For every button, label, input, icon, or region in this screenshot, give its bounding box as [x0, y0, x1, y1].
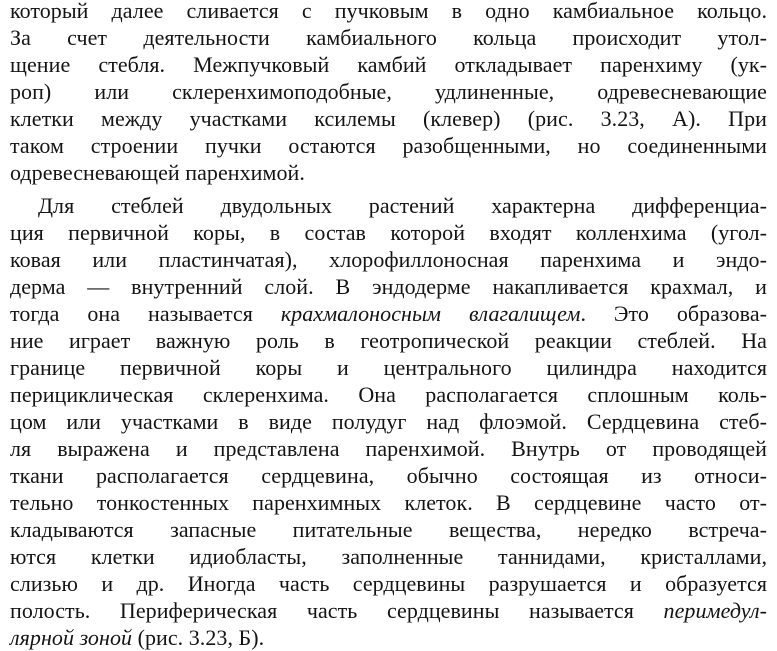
paragraph-2 [10, 192, 767, 651]
text-run: . Это образова- [580, 301, 768, 326]
text-line: таком строении пучки остаются разобщенными, но соединенными [10, 133, 767, 158]
italic-term: крахмалоносным влагалищем [280, 301, 581, 326]
text-line [10, 624, 767, 651]
text-line: слизью и др. Иногда часть сердцевины разрушается и образуется [10, 571, 767, 596]
text-line: кладываются запасные питательные вещества, нередко встреча- [10, 517, 767, 542]
text-line: ля выражена и представлена паренхимой. Внутрь от проводящей [10, 436, 767, 461]
text-line: ковая или пластинчатая), хлорофиллоносная паренхима и эндо- [10, 247, 767, 272]
text-run: (рис. 3.23, Б). [132, 625, 265, 650]
text-line: За счет деятельности камбиального кольца происходит утол- [10, 25, 767, 50]
text-line: дерма — внутренний слой. В эндодерме накапливается крахмал, и [10, 274, 767, 299]
text-line [10, 597, 767, 624]
text-line: Для стеблей двудольных растений характерна дифференциа- [38, 193, 767, 218]
text-run: тогда она называется [10, 301, 281, 326]
text-line: ние играет важную роль в геотропической реакции стеблей. На [10, 328, 767, 353]
text-line: одревесневающей паренхимой. [10, 160, 305, 185]
text-line: тельно тонкостенных паренхимных клеток. В сердцевине часто от- [10, 490, 767, 515]
text-line: перициклическая склеренхима. Она располагается сплошным коль- [10, 382, 767, 407]
text-run: полость. Периферическая часть сердцевины называется [10, 598, 664, 623]
text-line: роп) или склеренхимоподобные, удлиненные, одревесневающие [10, 79, 767, 104]
text-line: щение стебля. Межпучковый камбий откладывает паренхиму (ук- [10, 52, 767, 77]
paragraph-1 [10, 0, 767, 186]
text-line: ция первичной коры, в состав которой входят колленхима (угол- [10, 220, 767, 245]
italic-term: перимедул- [663, 598, 767, 623]
text-line [10, 300, 767, 327]
text-line: границе первичной коры и центрального цилиндра находится [10, 355, 767, 380]
text-line: который далее сливается с пучковым в одно камбиальное кольцо. [10, 0, 767, 23]
text-line: цом или участками в виде полудуг над флоэмой. Сердцевина стеб- [10, 409, 767, 434]
text-line: ются клетки идиобласты, заполненные таннидами, кристаллами, [10, 544, 767, 569]
italic-term: лярной зоной [10, 625, 133, 650]
text-line: клетки между участками ксилемы (клевер) (рис. 3.23, А). При [10, 106, 767, 131]
text-line: ткани располагается сердцевина, обычно состоящая из относи- [10, 463, 767, 488]
document-page [10, 0, 767, 651]
